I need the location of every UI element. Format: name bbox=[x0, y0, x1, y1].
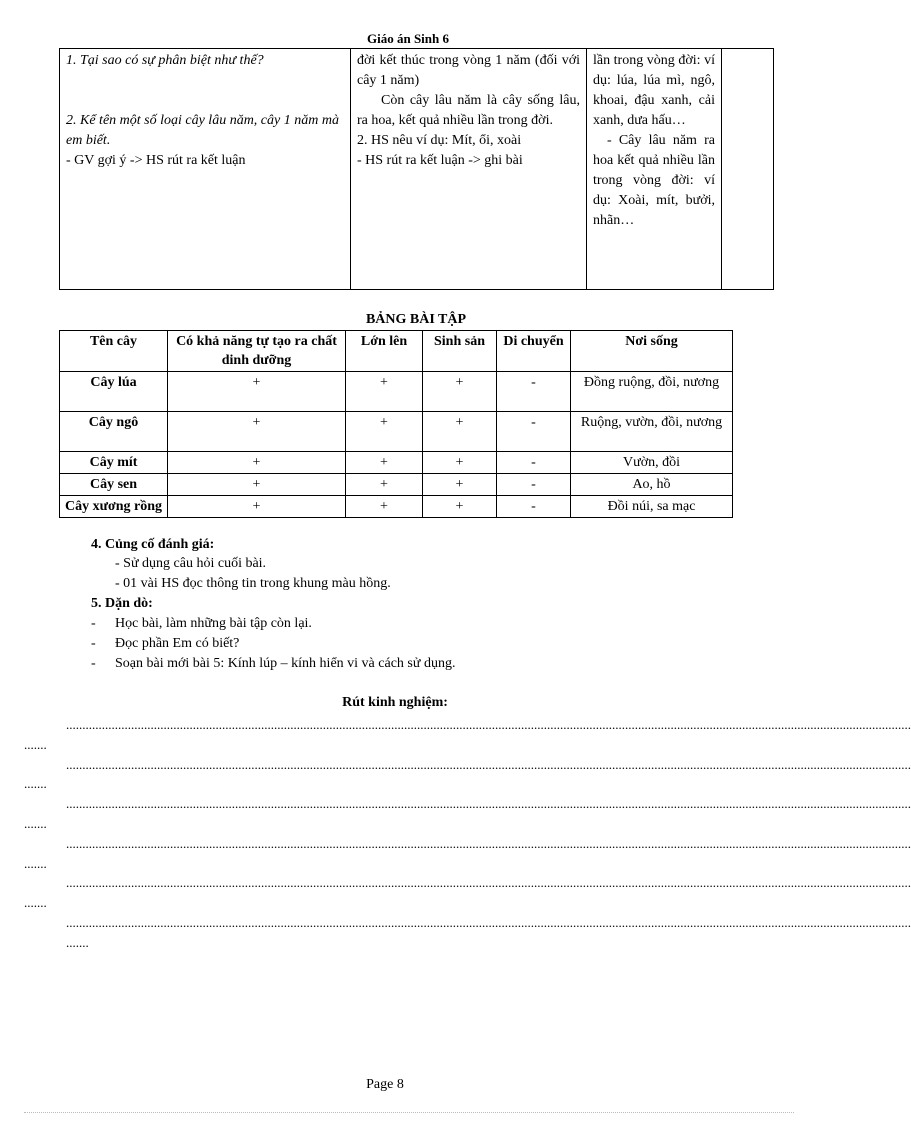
dotted-line-end: ....... bbox=[24, 737, 47, 752]
consolidation-title: 4. Củng cố đánh giá: bbox=[91, 537, 215, 552]
homework-item-text: Soạn bài mới bài 5: Kính lúp – kính hiển vi và cách sử dụng. bbox=[115, 656, 456, 671]
experience-title: Rút kinh nghiệm: bbox=[342, 695, 448, 710]
header-growth: Lớn lên bbox=[346, 331, 423, 372]
dotted-line: .................................................................................................................................................................................................................................................................... bbox=[66, 915, 911, 930]
table-row bbox=[60, 474, 733, 496]
growth-value: + bbox=[346, 474, 423, 496]
question-2: 2. Kể tên một số loại cây lâu năm, cây 1 năm mà em biết. bbox=[66, 113, 339, 148]
reproduction-value: + bbox=[423, 496, 497, 518]
header-nutrition: Có khả năng tự tạo ra chất dinh dưỡng bbox=[168, 331, 346, 372]
exercise-table bbox=[59, 330, 733, 518]
growth-value: + bbox=[346, 452, 423, 474]
exercise-table-title: BẢNG BÀI TẬP bbox=[365, 312, 467, 327]
table-row bbox=[60, 412, 733, 452]
table-row bbox=[60, 372, 733, 412]
dotted-line: .................................................................................................................................................................................................................................................................... bbox=[66, 757, 911, 772]
homework-item: - Đọc phần Em có biết? bbox=[91, 636, 240, 651]
student-answer-2: Còn cây lâu năm là cây sống lâu, ra hoa, kết quả nhiều lần trong đời. bbox=[357, 93, 580, 128]
table-row bbox=[60, 496, 733, 518]
homework-item: - Soạn bài mới bài 5: Kính lúp – kính hiển vi và cách sử dụng. bbox=[91, 656, 456, 671]
student-activity-cell bbox=[351, 49, 587, 290]
growth-value: + bbox=[346, 412, 423, 452]
nutrition-value: + bbox=[168, 452, 346, 474]
nutrition-value: + bbox=[168, 372, 346, 412]
student-answer-3: 2. HS nêu ví dụ: Mít, ổi, xoài bbox=[357, 133, 522, 148]
table-header-row bbox=[60, 331, 733, 372]
reproduction-value: + bbox=[423, 452, 497, 474]
plant-name: Cây xương rồng bbox=[60, 496, 168, 518]
lesson-table-continuation bbox=[59, 48, 774, 290]
homework-title: 5. Dặn dò: bbox=[91, 596, 153, 611]
movement-value: - bbox=[497, 372, 571, 412]
footer-rule bbox=[24, 1112, 794, 1113]
content-annual-plants: lần trong vòng đời: ví dụ: lúa, lúa mì, ngô, khoai, đậu xanh, cải xanh, dưa hấu… bbox=[593, 53, 715, 128]
plant-name: Cây lúa bbox=[60, 372, 168, 412]
plant-name: Cây ngô bbox=[60, 412, 168, 452]
movement-value: - bbox=[497, 496, 571, 518]
growth-value: + bbox=[346, 372, 423, 412]
reproduction-value: + bbox=[423, 412, 497, 452]
page-header: Giáo án Sinh 6 bbox=[366, 31, 449, 46]
dotted-line-end: ....... bbox=[24, 816, 47, 831]
dotted-line-end: ....... bbox=[66, 935, 89, 950]
empty-cell bbox=[722, 49, 774, 290]
content-cell bbox=[587, 49, 722, 290]
dotted-line-end: ....... bbox=[24, 776, 47, 791]
plant-name: Cây sen bbox=[60, 474, 168, 496]
dotted-line-end: ....... bbox=[24, 856, 47, 871]
page-number: Page 8 bbox=[366, 1077, 404, 1092]
homework-item-text: Đọc phần Em có biết? bbox=[115, 636, 240, 651]
teacher-note: - GV gợi ý -> HS rút ra kết luận bbox=[66, 153, 246, 168]
habitat-value: Đồng ruộng, đồi, nương bbox=[571, 372, 733, 412]
homework-item: - Học bài, làm những bài tập còn lại. bbox=[91, 616, 312, 631]
header-plant-name: Tên cây bbox=[60, 331, 168, 372]
student-answer-4: - HS rút ra kết luận -> ghi bài bbox=[357, 153, 523, 168]
dotted-line: .................................................................................................................................................................................................................................................................... bbox=[66, 836, 911, 851]
header-habitat: Nơi sống bbox=[571, 331, 733, 372]
dotted-line: .................................................................................................................................................................................................................................................................... bbox=[66, 796, 911, 811]
homework-item-text: Học bài, làm những bài tập còn lại. bbox=[115, 616, 312, 631]
habitat-value: Ruộng, vườn, đồi, nương bbox=[571, 412, 733, 452]
nutrition-value: + bbox=[168, 412, 346, 452]
content-perennial-plants: - Cây lâu năm ra hoa kết quả nhiều lần trong vòng đời: ví dụ: Xoài, mít, bưởi, nhãn… bbox=[593, 133, 715, 228]
habitat-value: Ao, hồ bbox=[571, 474, 733, 496]
reproduction-value: + bbox=[423, 474, 497, 496]
movement-value: - bbox=[497, 452, 571, 474]
student-answer-1: đời kết thúc trong vòng 1 năm (đối với cây 1 năm) bbox=[357, 53, 580, 88]
nutrition-value: + bbox=[168, 474, 346, 496]
dotted-line: .................................................................................................................................................................................................................................................................... bbox=[66, 875, 911, 890]
dotted-line-end: ....... bbox=[24, 895, 47, 910]
plant-name: Cây mít bbox=[60, 452, 168, 474]
table-row bbox=[60, 452, 733, 474]
movement-value: - bbox=[497, 412, 571, 452]
movement-value: - bbox=[497, 474, 571, 496]
header-movement: Di chuyển bbox=[497, 331, 571, 372]
habitat-value: Đồi núi, sa mạc bbox=[571, 496, 733, 518]
teacher-activity-cell bbox=[60, 49, 351, 290]
growth-value: + bbox=[346, 496, 423, 518]
consolidation-item: - Sử dụng câu hỏi cuối bài. bbox=[115, 556, 267, 571]
habitat-value: Vườn, đồi bbox=[571, 452, 733, 474]
table-row bbox=[60, 49, 774, 290]
nutrition-value: + bbox=[168, 496, 346, 518]
consolidation-item: - 01 vài HS đọc thông tin trong khung màu hồng. bbox=[115, 576, 391, 591]
question-1: 1. Tại sao có sự phân biệt như thế? bbox=[66, 53, 264, 68]
dotted-line: .................................................................................................................................................................................................................................................................... bbox=[66, 717, 911, 732]
header-reproduction: Sinh sản bbox=[423, 331, 497, 372]
reproduction-value: + bbox=[423, 372, 497, 412]
